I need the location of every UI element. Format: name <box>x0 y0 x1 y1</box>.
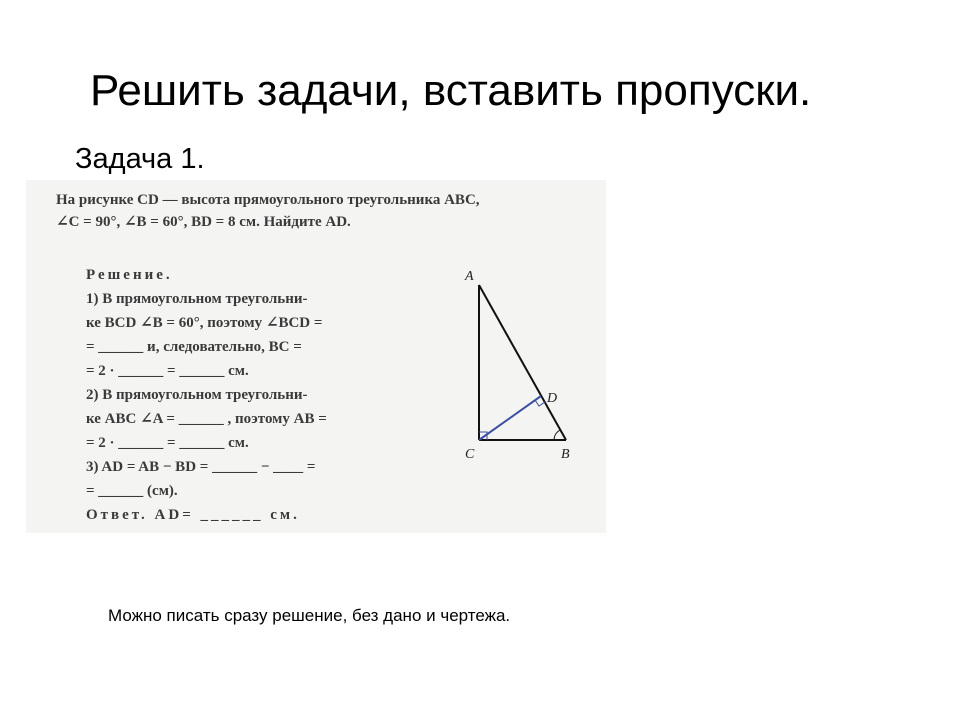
solution-line-2: ке BCD ∠B = 60°, поэтому ∠BCD = <box>86 315 323 331</box>
vertex-label-c: C <box>465 447 475 462</box>
angle-b-arc <box>554 430 560 440</box>
solution-line-5: 2) В прямоугольном треугольни- <box>86 387 308 403</box>
answer-line: Ответ. AD= ______ см. <box>86 507 300 523</box>
solution-line-3: = ______ и, следовательно, BC = <box>86 339 302 355</box>
task-subtitle: Задача 1. <box>75 143 205 175</box>
altitude-cd <box>479 396 541 440</box>
problem-line-1: На рисунке CD — высота прямоугольного треугольника ABC, <box>56 192 480 208</box>
solution-heading: Решение. <box>86 267 173 283</box>
vertex-label-d: D <box>547 391 558 406</box>
problem-line-2: ∠C = 90°, ∠B = 60°, BD = 8 см. Найдите AD. <box>56 214 351 230</box>
scanned-problem-image <box>26 180 606 533</box>
solution-block <box>86 263 406 527</box>
triangle-diagram <box>461 265 606 465</box>
problem-statement <box>56 189 606 233</box>
instruction-note: Можно писать сразу решение, без дано и чертежа. <box>108 606 511 625</box>
vertex-label-b: B <box>561 447 570 462</box>
solution-line-4: = 2 · ______ = ______ см. <box>86 363 249 379</box>
slide-title: Решить задачи, вставить пропуски. <box>90 66 812 115</box>
solution-line-7: = 2 · ______ = ______ см. <box>86 435 249 451</box>
solution-line-6: ке ABC ∠A = ______ , поэтому AB = <box>86 411 327 427</box>
solution-line-8: 3) AD = AB − BD = ______ − ____ = <box>86 459 316 475</box>
solution-line-9: = ______ (см). <box>86 483 178 499</box>
solution-line-1: 1) В прямоугольном треугольни- <box>86 291 308 307</box>
side-ab <box>479 285 566 440</box>
vertex-label-a: A <box>465 269 474 284</box>
